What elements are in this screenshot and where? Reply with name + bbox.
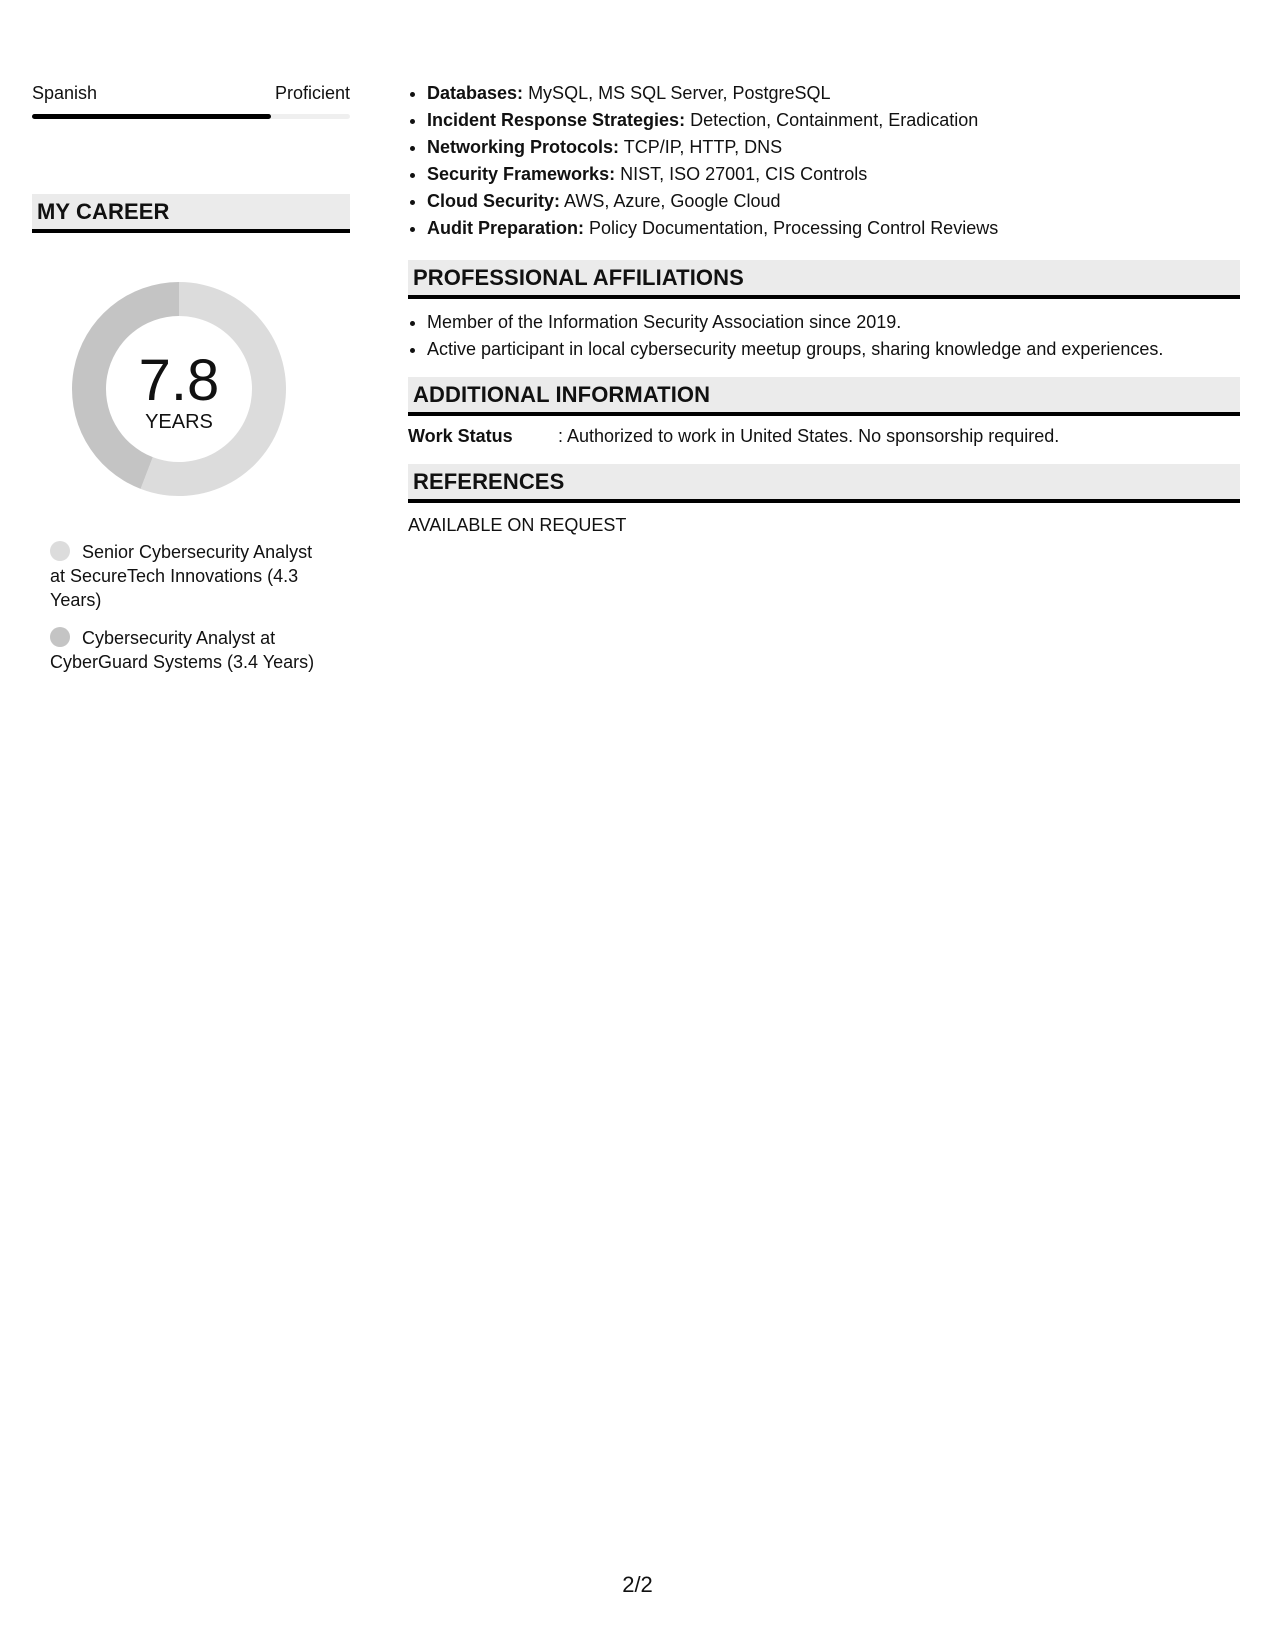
affiliation-item: • Active participant in local cybersecurity meetup groups, sharing knowledge and experiences. [427, 336, 1240, 363]
skill-item [427, 188, 1240, 215]
skill-label: Databases: [427, 83, 524, 103]
language-proficiency-fill [32, 114, 271, 119]
affiliations-list [408, 309, 1240, 363]
additional-info-heading: ADDITIONAL INFORMATION [408, 377, 1240, 416]
career-donut-chart [66, 276, 292, 502]
language-row [32, 82, 350, 104]
skill-value: MySQL, MS SQL Server, PostgreSQL [528, 83, 831, 103]
affiliations-heading: PROFESSIONAL AFFILIATIONS [408, 260, 1240, 299]
skill-label: Audit Preparation: [427, 218, 585, 238]
career-role-label: Cybersecurity Analyst at CyberGuard Systems (3.4 Years) [50, 628, 315, 672]
career-role-label: Senior Cybersecurity Analyst at SecureTech Innovations (4.3 Years) [50, 542, 313, 610]
career-heading: MY CAREER [32, 194, 350, 233]
right-column [408, 80, 1240, 537]
career-legend-item [50, 540, 332, 612]
language-level: Proficient [274, 83, 350, 103]
career-legend-item [50, 626, 332, 674]
references-text: AVAILABLE ON REQUEST [408, 515, 627, 535]
skill-value: Detection, Containment, Eradication [690, 110, 979, 130]
affiliation-item: • Member of the Information Security Association since 2019. [427, 309, 1240, 336]
career-total-years: 7.8 [138, 348, 220, 413]
left-column [32, 82, 350, 688]
work-status-row [408, 424, 1240, 448]
legend-dot-icon [50, 541, 70, 561]
skill-value: TCP/IP, HTTP, DNS [623, 137, 783, 157]
skill-item [427, 107, 1240, 134]
skill-value: AWS, Azure, Google Cloud [564, 191, 781, 211]
language-proficiency-bar [32, 114, 350, 119]
skill-label: Networking Protocols: [427, 137, 620, 157]
skill-item [427, 161, 1240, 188]
work-status-value: : Authorized to work in United States. No sponsorship required. [558, 426, 1060, 446]
skill-label: Security Frameworks: [427, 164, 616, 184]
skill-label: Incident Response Strategies: [427, 110, 686, 130]
page-number: 2/2 [622, 1572, 653, 1597]
skill-value: NIST, ISO 27001, CIS Controls [620, 164, 868, 184]
work-status-label: Work Status [408, 426, 513, 446]
skill-item [427, 80, 1240, 107]
language-name: Spanish [32, 83, 98, 103]
skill-label: Cloud Security: [427, 191, 561, 211]
skill-item [427, 134, 1240, 161]
skill-item [427, 215, 1240, 242]
career-legend [50, 540, 332, 674]
donut-center [66, 276, 292, 502]
references-heading: REFERENCES [408, 464, 1240, 503]
career-total-unit: YEARS [145, 411, 213, 433]
legend-dot-icon [50, 627, 70, 647]
skill-value: Policy Documentation, Processing Control Reviews [589, 218, 999, 238]
skills-list [408, 80, 1240, 242]
